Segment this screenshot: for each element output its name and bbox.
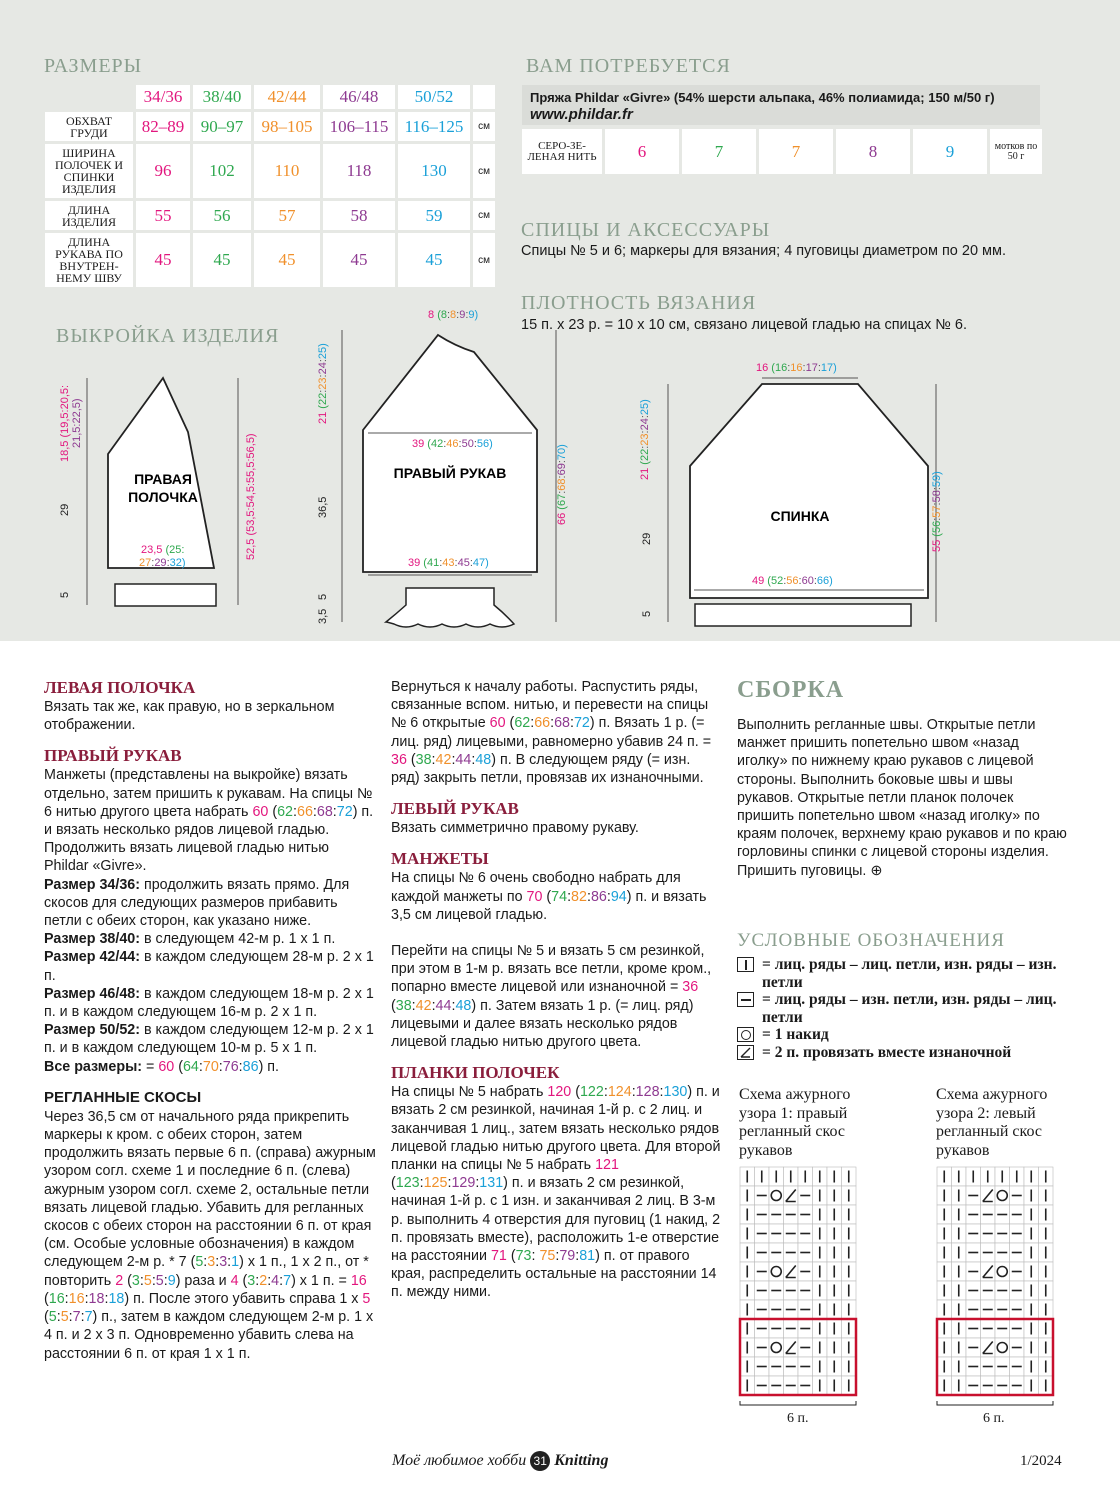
dim-label: 39 (42:46:50:56) — [412, 438, 493, 450]
size-label: Размер 34/36: — [44, 876, 140, 893]
size-value: 57 — [254, 201, 320, 230]
right-sleeve-label: ПРАВЫЙ РУКАВ — [393, 465, 507, 481]
legend-text: = лиц. ряды – изн. петли, изн. ряды – лиц. петли — [762, 991, 1057, 1026]
yarn-text: Пряжа Phildar «Givre» (54% шерсти альпака, 46% полиамида; 150 м/50 г) — [530, 90, 995, 105]
schema-1-title: Схема ажурного узора 1: правый регланный скос рукавов — [739, 1086, 851, 1159]
unit: см — [473, 201, 495, 230]
size-text: в каждом следующем 28-м р. 2 x 1 п. — [44, 949, 374, 984]
size-value: 98–105 — [254, 112, 320, 141]
return-text: Вернуться к началу работы. Распустить ряды, связанные вспом. нитью, и перевести на спицы № 6 открытые 60 (62:66:68:72) п. Вязать 1 р. (= лиц. ряд) лицевыми, равномерно убавив 24 п. = 36 (38:42:44:48) п. В следующем ряду (= изн. ряд) закрыть петли, провязав их изнаночными. — [391, 679, 712, 787]
brand-name: Knitting — [554, 1452, 609, 1469]
lace-chart-1 — [738, 1165, 858, 1430]
yarn-amount: 7 — [759, 129, 833, 174]
size-header: 34/36 — [136, 85, 190, 109]
size-header: 50/52 — [398, 85, 470, 109]
size-header: 46/48 — [323, 85, 395, 109]
dim-label: 39 (41:43:45:47) — [408, 557, 489, 569]
dim-label: 5 — [317, 593, 329, 600]
row-label: ДЛИНА РУКАВА ПО ВНУТРЕН-НЕМУ ШВУ — [45, 233, 133, 287]
purl-stitch-icon — [737, 992, 754, 1007]
legend-title: УСЛОВНЫЕ ОБОЗНАЧЕНИЯ — [737, 930, 1005, 951]
dim-label: 29 — [59, 503, 71, 516]
back-piece — [639, 362, 943, 626]
dim-label: 66 (67:68:69:70) — [556, 444, 568, 525]
legend-text: = лиц. ряды – лиц. петли, изн. ряды – изн. петли — [762, 956, 1057, 991]
dim-label: 3,5 — [317, 608, 329, 624]
size-label: Размер 50/52: — [44, 1022, 140, 1039]
size-value: 90–97 — [193, 112, 251, 141]
legend-item — [737, 991, 1077, 1026]
dim-label: 5 — [641, 610, 653, 617]
legend-text: = 1 накид — [762, 1026, 829, 1043]
legend-item — [737, 1044, 1077, 1062]
yarn-amount: 9 — [913, 129, 987, 174]
size-value: 45 — [193, 233, 251, 287]
row-label: ДЛИНА ИЗДЕЛИЯ — [45, 201, 133, 230]
dim-label: 18,5 (19,5:20,5: — [59, 384, 71, 462]
gauge-title: ПЛОТНОСТЬ ВЯЗАНИЯ — [521, 292, 757, 314]
right-front-label: ПОЛОЧКА — [128, 489, 198, 505]
size-label: Размер 46/48: — [44, 985, 140, 1002]
size-value: 130 — [398, 144, 470, 198]
end-mark-icon: ⊕ — [870, 862, 883, 879]
size-instruction — [44, 930, 376, 948]
right-front-piece — [59, 378, 257, 606]
size-value: 58 — [323, 201, 395, 230]
size-label: Размер 42/44: — [44, 949, 140, 966]
size-instruction — [44, 985, 376, 1021]
legend-item — [737, 1026, 1077, 1044]
needles-title: СПИЦЫ И АКСЕССУАРЫ — [521, 219, 771, 241]
yarn-color-label: СЕРО-ЗЕ-ЛЕНАЯ НИТЬ — [522, 129, 602, 174]
size-label: Все размеры: — [44, 1058, 143, 1075]
lace-chart-2 — [935, 1165, 1055, 1430]
unit: см — [473, 112, 495, 141]
size-instruction — [44, 948, 376, 984]
size-header: 38/40 — [193, 85, 251, 109]
gauge-text: 15 п. x 23 р. = 10 x 10 см, связано лицевой гладью на спицах № 6. — [521, 317, 967, 333]
width-bracket — [937, 1401, 1053, 1405]
right-front-label: ПРАВАЯ — [134, 471, 192, 487]
yarn-url: www.phildar.fr — [530, 106, 633, 123]
yarn-amount: 8 — [836, 129, 910, 174]
size-value: 45 — [136, 233, 190, 287]
size-value: 56 — [193, 201, 251, 230]
size-text: в каждом следующем 18-м р. 2 x 1 п. и в каждом следующем 16-м р. 2 x 1 п. — [44, 985, 374, 1021]
left-front-title: ЛЕВАЯ ПОЛОЧКА — [44, 678, 196, 697]
size-text: продолжить вязать прямо. Для скосов для следующих размеров прибавить петли с обеих сторон, как указано ниже. — [44, 876, 350, 930]
size-value: 45 — [323, 233, 395, 287]
size-instruction: Все размеры: = 60 (64:70:76:86) п. — [44, 1058, 280, 1075]
left-front-text: Вязать так же, как правую, но в зеркальном отображении. — [44, 699, 335, 734]
size-value: 55 — [136, 201, 190, 230]
size-header: 42/44 — [254, 85, 320, 109]
size-value: 45 — [254, 233, 320, 287]
size-value: 59 — [398, 201, 470, 230]
dim-label: 49 (52:56:60:66) — [752, 575, 833, 587]
issue-number: 1/2024 — [1020, 1453, 1062, 1469]
schema-1-width: 6 п. — [787, 1411, 809, 1426]
size-value: 45 — [398, 233, 470, 287]
row-label: ШИРИНА ПОЛОЧЕК И СПИНКИ ИЗДЕЛИЯ — [45, 144, 133, 198]
column-1 — [44, 678, 376, 1363]
dim-label: 21,5:22,5) — [71, 398, 83, 448]
yarn-description — [522, 85, 1040, 125]
size-value: 110 — [254, 144, 320, 198]
unit: см — [473, 233, 495, 287]
size-text: в следующем 42-м р. 1 x 1 п. — [143, 931, 336, 948]
size-value: 116–125 — [398, 112, 470, 141]
sizes-table — [42, 82, 498, 290]
right-sleeve-piece — [317, 309, 568, 627]
yarn-over-icon — [737, 1027, 754, 1042]
dim-label: 23,5 (25: — [141, 544, 185, 556]
size-instruction — [44, 1021, 376, 1057]
schema-2-title: Схема ажурного узора 2: левый регланный скос рукавов — [936, 1086, 1048, 1159]
plackets-title: ПЛАНКИ ПОЛОЧЕК — [391, 1063, 560, 1083]
yarn-amount: 6 — [605, 129, 679, 174]
knit-stitch-icon — [737, 957, 754, 972]
legend-text: = 2 п. провязать вместе изнаночной — [762, 1043, 1012, 1061]
dim-label: 21 (22:23:24:25) — [317, 343, 329, 424]
page-number: 31 — [530, 1451, 550, 1471]
yarn-unit: мотков по 50 г — [990, 129, 1042, 174]
assembly-text-main: Выполнить регланные швы. Открытые петли манжет пришить попетельно швом «назад иголку» по нижнему краю рукавов с лицевой стороны. Выполнить боковые швы и швы рукавов. Открытые петли планок полочек пришить попетельно швом «назад иголку» по краям полочек, верхнему краю рукавов и по краю горловины спинки с лицевой стороны изделия. Пришить пуговицы. — [737, 717, 1067, 879]
column-2 — [391, 678, 721, 1302]
yarn-amounts — [522, 129, 1042, 174]
size-value: 96 — [136, 144, 190, 198]
needles-text: Спицы № 5 и 6; маркеры для вязания; 4 пуговицы диаметром по 20 мм. — [521, 243, 1007, 259]
dim-label: 55 (56:57:58:59) — [931, 471, 943, 552]
sizes-title: РАЗМЕРЫ — [44, 55, 143, 77]
materials-title: ВАМ ПОТРЕБУЕТСЯ — [526, 55, 731, 77]
size-value: 82–89 — [136, 112, 190, 141]
right-sleeve-intro: Манжеты (представлены на выкройке) вязать отдельно, затем пришить к рукавам. На спицы № 6 нитью другого цвета набрать — [44, 767, 373, 820]
row-label: ОБХВАТ ГРУДИ — [45, 112, 133, 141]
dim-label: 52,5 (53,5:54,5:55,5:56,5) — [245, 433, 257, 560]
unit: см — [473, 144, 495, 198]
raglan-title: РЕГЛАННЫЕ СКОСЫ — [44, 1088, 202, 1106]
pattern-drawing — [0, 300, 1120, 640]
dim-label: 27:29:32) — [139, 557, 186, 569]
footer — [392, 1451, 608, 1471]
assembly-title: СБОРКА — [737, 677, 845, 703]
cuffs-title: МАНЖЕТЫ — [391, 849, 489, 869]
raglan-text: Через 36,5 см от начального ряда прикрепить маркеры к кром. с обеих сторон, затем продолжить вязать первые 6 п. (справа) ажурным узором согл. схеме 1 и последние 6 п. (слева) ажурным узором согл. схеме 2, остальные петли вязать лицевой гладью. Убавить для регланных скосов с обеих сторон на расстоянии 6 п. от края (см. Особые условные обозначения) в каждом следующем 2-м р. * 7 (5:3:3:1) x 1 п., 1 x 2 п., от * повторить 2 (3:5:5:9) раза и 4 (3:2:4:7) x 1 п. = 16 (16:16:18:18) п. После этого убавить справа 1 x 5 (5:5:7:7) п., затем в каждом следующем 2-м р. 1 x 4 п. и 2 x 3 п. Одновременно убавить слева на расстоянии 6 п. от края 1 x 1 п. — [44, 1108, 376, 1362]
raglan-text-2: Одновременно убавить слева на расстоянии 6 п. от края 1 x 1 п. — [44, 1327, 354, 1362]
dim-label: 8 (8:8:9:9) — [428, 309, 479, 321]
cuffs-text: На спицы № 6 очень свободно набрать для каждой манжеты по 70 (74:82:86:94) п. и вязать 3,5 см лицевой гладью. — [391, 870, 707, 923]
assembly-text-block — [737, 716, 1072, 880]
left-sleeve-title: ЛЕВЫЙ РУКАВ — [391, 799, 519, 819]
cuffs-text-2: Перейти на спицы № 5 и вязать 5 см резинкой, при этом в 1-м р. вязать все петли, кроме кром., попарно вместе лицевой или изнаночной = 36 (38:42:44:48) п. Затем вязать 1 р. (= лиц. ряд) лицевыми и далее вязать несколько рядов лицевой гладью нитью другого цвета. — [391, 943, 712, 1051]
legend-item — [737, 956, 1077, 991]
right-sleeve-text: Манжеты (представлены на выкройке) вязать отдельно, затем пришить к рукавам. На спицы № 6 нитью другого цвета набрать 60 (62:66:68:72) п. и вязать несколько рядов лицевой гладью. Продолжить вязать лицевой гладью нитью Phildar «Givre». — [44, 767, 374, 875]
pattern-title: ВЫКРОЙКА ИЗДЕЛИЯ — [56, 325, 280, 347]
yarn-amount: 7 — [682, 129, 756, 174]
size-value: 118 — [323, 144, 395, 198]
assembly-text — [737, 716, 1072, 880]
right-sleeve-title: ПРАВЫЙ РУКАВ — [44, 746, 182, 766]
magazine-name: Моё любимое хобби — [392, 1452, 527, 1469]
dim-label: 36,5 — [317, 496, 329, 518]
purl-two-together-icon — [737, 1045, 754, 1060]
size-label: Размер 38/40: — [44, 931, 140, 948]
left-sleeve-text: Вязать симметрично правому рукаву. — [391, 820, 639, 837]
raglan-text-1: Через 36,5 см от начального ряда прикрепить маркеры к кром. с обеих сторон, затем продолжить вязать первые 6 п. (справа) ажурным узором согл. схеме 1 и последние 6 п. (слева) ажурным узором согл. схеме 2, остальные петли вязать лицевой гладью. Убавить для регланных скосов с обеих сторон на расстоянии 6 п. от края (см. Особые условные обозначения) в каждом следующем 2-м р. * 7 — [44, 1108, 376, 1271]
size-value: 106–115 — [323, 112, 395, 141]
width-bracket — [740, 1401, 856, 1405]
dim-label: 29 — [641, 532, 653, 545]
size-text: в каждом следующем 12-м р. 2 x 1 п. и в каждом следующем 10-м р. 5 x 1 п. — [44, 1022, 374, 1057]
plackets-text: На спицы № 5 набрать 120 (122:124:128:130) п. и вязать 2 см резинкой, начиная 1-й р. с 2 лиц. и заканчивая 1 лиц., затем вязать несколько рядов лицевой гладью нитью другого цвета. Для второй планки на спицы № 5 набрать 121 (123:125:129:131) п. и вязать 2 см резинкой, начиная 1-й р. с 1 изн. и заканчивая 2 лиц. В 3-м р. выполнить 4 отверстия для пуговиц (1 накид, 2 п. провязать вместе), расположить 1-е отверстие на расстоянии 71 (73: 75:79:81) п. от правого края, распределить остальные на расстоянии 14 п. между ними. — [391, 1084, 721, 1301]
dim-label: 16 (16:16:17:17) — [756, 362, 837, 374]
schema-2-width: 6 п. — [983, 1411, 1005, 1426]
return-text-main: Вернуться к началу работы. Распустить ряды, связанные вспом. нитью, и перевести на спицы № 6 открытые — [391, 679, 709, 732]
dim-label: 5 — [59, 591, 71, 598]
dim-label: 21 (22:23:24:25) — [639, 399, 651, 480]
legend — [737, 956, 1077, 1061]
back-label: СПИНКА — [770, 508, 830, 524]
size-value: 102 — [193, 144, 251, 198]
size-instruction — [44, 876, 376, 931]
